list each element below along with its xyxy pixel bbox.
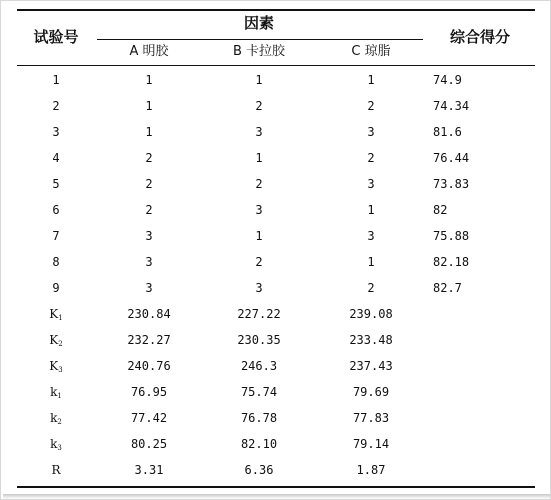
score-cell: 82 [433, 203, 448, 217]
score-cell: 82.7 [433, 281, 462, 295]
factor-a-statistic-cell: 80.25 [130, 437, 168, 451]
factor-b-statistic-cell: 76.78 [240, 411, 278, 425]
factor-header: 因素 [243, 14, 275, 32]
factor-a-level-cell: 1 [145, 125, 153, 139]
factor-a-statistic-cell: 3.31 [134, 463, 164, 477]
trial-number-cell: 6 [52, 203, 60, 217]
statistic-label [51, 464, 60, 476]
factor-b-statistic-cell: 75.74 [240, 385, 278, 399]
factor-c-level-cell: 3 [367, 125, 375, 139]
statistic-symbol: R [51, 463, 61, 477]
trial-number-cell: 4 [52, 151, 60, 165]
statistic-symbol: K [49, 307, 59, 321]
table-bottom-rule [17, 486, 535, 488]
factor-b-header: B 卡拉胶 [232, 44, 286, 59]
trial-number-cell: 2 [52, 99, 60, 113]
factor-c-level-cell: 1 [367, 255, 375, 269]
factor-c-statistic-cell: 239.08 [349, 307, 393, 321]
factor-c-statistic-cell: 233.48 [349, 333, 393, 347]
statistic-symbol: K [49, 333, 59, 347]
statistic-symbol: k [50, 437, 58, 451]
trial-number-header: 试验号 [33, 28, 79, 46]
factor-c-level-cell: 2 [367, 99, 375, 113]
factor-a-level-cell: 3 [145, 255, 153, 269]
statistic-symbol: K [49, 359, 59, 373]
statistic-label [50, 412, 62, 426]
factor-b-level-cell: 1 [255, 73, 263, 87]
score-cell: 74.9 [433, 73, 462, 87]
factor-b-level-cell: 1 [255, 151, 263, 165]
statistic-subscript: 3 [57, 444, 62, 452]
factor-b-level-cell: 2 [255, 99, 263, 113]
factor-b-statistic-cell: 246.3 [240, 359, 278, 373]
trial-number-cell: 3 [52, 125, 60, 139]
factor-b-statistic-cell: 230.35 [237, 333, 281, 347]
statistic-label [49, 334, 62, 348]
statistic-symbol: k [50, 385, 58, 399]
score-cell: 74.34 [433, 99, 470, 113]
factor-c-level-cell: 1 [367, 73, 375, 87]
factor-a-level-cell: 3 [145, 281, 153, 295]
statistic-subscript: 1 [58, 314, 63, 322]
factor-a-statistic-cell: 77.42 [130, 411, 168, 425]
statistic-subscript: 3 [58, 366, 63, 374]
trial-number-cell: 7 [52, 229, 60, 243]
trial-number-cell: 5 [52, 177, 60, 191]
factor-b-statistic-cell: 82.10 [240, 437, 278, 451]
table-header-rule [17, 65, 535, 66]
factor-b-level-cell: 2 [255, 255, 263, 269]
score-cell: 82.18 [433, 255, 470, 269]
factor-c-header: C 琼脂 [351, 44, 391, 59]
factor-a-level-cell: 2 [145, 177, 153, 191]
factor-a-level-cell: 2 [145, 151, 153, 165]
score-cell: 81.6 [433, 125, 462, 139]
score-cell: 75.88 [433, 229, 470, 243]
factor-b-statistic-cell: 6.36 [244, 463, 274, 477]
statistic-subscript: 2 [58, 340, 63, 348]
factor-c-statistic-cell: 237.43 [349, 359, 393, 373]
factor-a-level-cell: 1 [145, 73, 153, 87]
factor-b-level-cell: 3 [255, 281, 263, 295]
factor-c-statistic-cell: 79.14 [352, 437, 390, 451]
statistic-subscript: 1 [57, 392, 62, 400]
trial-number-cell: 1 [52, 73, 60, 87]
factor-a-level-cell: 2 [145, 203, 153, 217]
factor-b-level-cell: 2 [255, 177, 263, 191]
factor-b-level-cell: 1 [255, 229, 263, 243]
table-top-rule [17, 9, 535, 11]
factor-a-statistic-cell: 232.27 [127, 333, 171, 347]
factor-a-level-cell: 3 [145, 229, 153, 243]
score-cell: 76.44 [433, 151, 470, 165]
factor-b-level-cell: 3 [255, 203, 263, 217]
factor-c-level-cell: 3 [367, 177, 375, 191]
factor-header-rule [97, 39, 423, 40]
factor-c-level-cell: 3 [367, 229, 375, 243]
statistic-label [50, 438, 62, 452]
factor-c-statistic-cell: 79.69 [352, 385, 390, 399]
factor-a-level-cell: 1 [145, 99, 153, 113]
trial-number-cell: 9 [52, 281, 60, 295]
factor-c-level-cell: 2 [367, 151, 375, 165]
statistic-label [49, 308, 62, 322]
statistic-label [50, 386, 62, 400]
factor-a-statistic-cell: 230.84 [127, 307, 171, 321]
factor-c-statistic-cell: 77.83 [352, 411, 390, 425]
factor-c-level-cell: 1 [367, 203, 375, 217]
factor-c-statistic-cell: 1.87 [356, 463, 386, 477]
statistic-label [49, 360, 62, 374]
trial-number-cell: 8 [52, 255, 60, 269]
page-shadow [3, 494, 550, 499]
factor-b-statistic-cell: 227.22 [237, 307, 281, 321]
score-cell: 73.83 [433, 177, 470, 191]
factor-a-statistic-cell: 240.76 [127, 359, 171, 373]
factor-b-level-cell: 3 [255, 125, 263, 139]
factor-a-header: A 明胶 [129, 44, 169, 59]
factor-c-level-cell: 2 [367, 281, 375, 295]
score-header: 综合得分 [449, 28, 511, 46]
statistic-subscript: 2 [57, 418, 62, 426]
factor-a-statistic-cell: 76.95 [130, 385, 168, 399]
statistic-symbol: k [50, 411, 58, 425]
